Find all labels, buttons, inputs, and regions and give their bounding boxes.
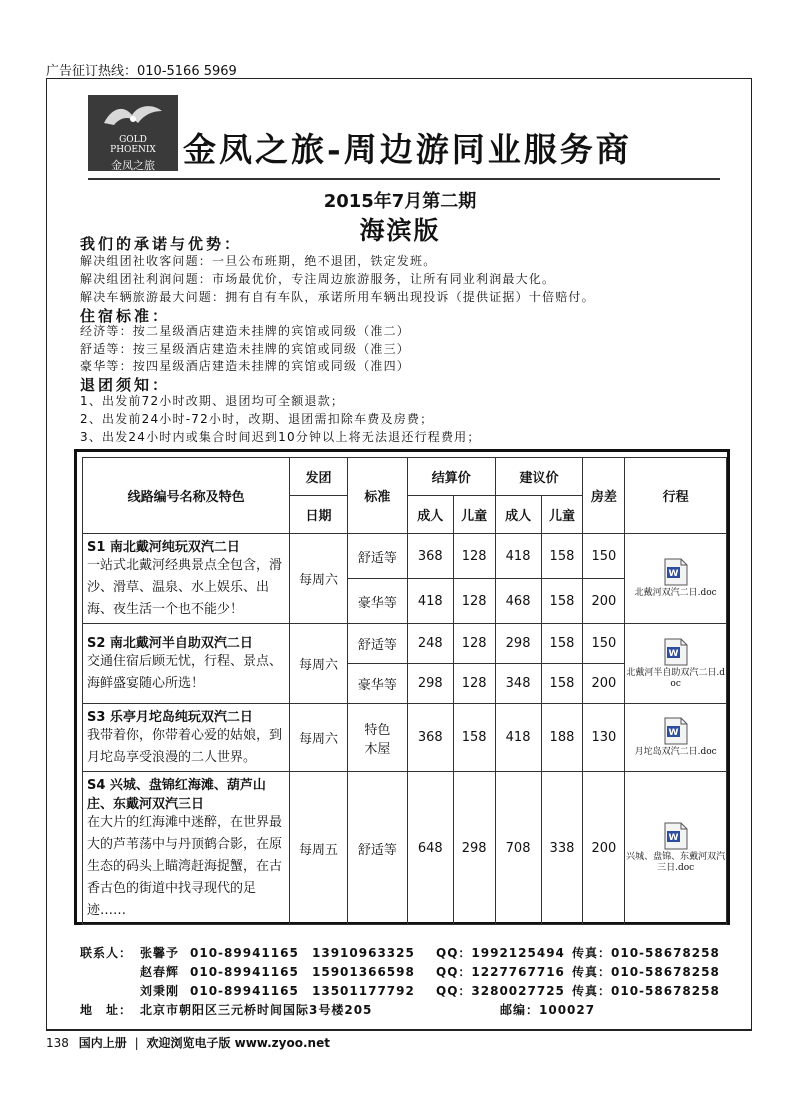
suggest-child: 338 [541,772,583,925]
route-desc: 一站式北戴河经典景点全包含，滑沙、滑草、温泉、水上娱乐、出海、夜生活一个也不能少！ [87,558,283,617]
logo-text-cn: 金凤之旅 [111,159,155,172]
header-depart-2: 日期 [290,496,348,534]
itinerary-doc[interactable] [625,772,727,925]
refund-line: 1、出发前72小时改期、退团均可全额退款； [80,394,345,408]
depart-date: 每周六 [290,534,348,624]
settle-child: 128 [453,534,495,579]
route-cell [83,534,290,624]
logo-text-gold: GOLD [119,135,147,145]
route-desc: 在大片的红海滩中迷醉，在世界最大的芦苇荡中与丹顶鹤合影，在原生态的码头上瞄湾赶海捉蟹，在古香古色的街道中找寻现代的足迹…… [87,815,283,918]
itinerary-doc[interactable] [625,704,727,772]
settle-child: 128 [453,624,495,664]
itinerary-doc[interactable] [625,624,727,704]
logo [88,95,178,171]
header-route: 线路编号名称及特色 [83,458,290,534]
doc-filename[interactable]: 北戴河双汽二日.doc [634,588,717,598]
word-doc-icon[interactable] [663,558,689,586]
standard-cell: 舒适等 [347,624,407,664]
header-divider [88,178,720,180]
section-name: 国内上册 [78,1036,127,1050]
refund-line: 3、出发24小时内或集合时间迟到10分钟以上将无法退还行程费用； [80,430,481,444]
doc-filename[interactable]: 北戴河半自助双汽二日.doc [626,667,725,689]
table-row [83,534,727,579]
route-cell [83,704,290,772]
depart-date: 每周五 [290,772,348,925]
standard-cell: 舒适等 [347,772,407,925]
settle-adult: 418 [407,579,453,624]
itinerary-doc[interactable] [625,534,727,624]
contact-name: 赵春辉 [140,965,180,979]
settle-adult: 248 [407,624,453,664]
header-settle-price: 结算价 [407,458,495,496]
edition-title: 海滨版 [359,216,441,245]
contact-fax: 传真：010-58678258 [572,946,720,960]
promises-title: 我们的承诺与优势： [80,235,243,253]
depart-date: 每周六 [290,624,348,704]
header-standard: 标准 [347,458,407,534]
word-doc-icon[interactable] [663,717,689,745]
route-table-frame [74,449,730,925]
suggest-adult: 708 [495,772,541,925]
standard-cell: 豪华等 [347,579,407,624]
room-diff: 150 [583,624,625,664]
header-settle-child: 儿童 [453,496,495,534]
settle-adult: 368 [407,704,453,772]
suggest-adult: 298 [495,624,541,664]
contacts-label: 联系人： [80,946,133,960]
contact-mobile: 13910963325 [312,946,415,960]
contact-phone: 010-89941165 [190,984,299,998]
contact-name: 张馨予 [140,946,180,960]
route-name: S1 南北戴河纯玩双汽二日 [87,540,240,555]
suggest-child: 158 [541,624,583,664]
settle-adult: 648 [407,772,453,925]
route-table [82,457,727,925]
footer: 138 国内上册 | 欢迎浏览电子版 www.zyoo.net [46,1036,330,1050]
route-name: S4 兴城、盘锦红海滩、葫芦山庄、东戴河双汽三日 [87,778,266,812]
svg-text:W: W [668,833,679,843]
address: 北京市朝阳区三元桥时间国际3号楼205 [140,1003,373,1017]
suggest-child: 158 [541,579,583,624]
lodging-line: 舒适等：按三星级酒店建造未挂牌的宾馆或同级（准三） [80,342,411,356]
header-suggest-child: 儿童 [541,496,583,534]
contact-mobile: 15901366598 [312,965,415,979]
header-depart-1: 发团 [290,458,348,496]
route-name: S2 南北戴河半自助双汽二日 [87,636,253,651]
lodging-line: 豪华等：按四星级酒店建造未挂牌的宾馆或同级（准四） [80,359,411,373]
settle-child: 128 [453,664,495,704]
room-diff: 130 [583,704,625,772]
settle-child: 158 [453,704,495,772]
refund-line: 2、出发前24小时-72小时，改期、退团需扣除车费及房费； [80,412,434,426]
contact-name: 刘秉刚 [140,984,180,998]
suggest-adult: 418 [495,704,541,772]
postcode: 邮编：100027 [500,1003,596,1017]
promise-line: 解决组团社利润问题：市场最优价，专注周边旅游服务，让所有同业利润最大化。 [80,272,556,286]
suggest-child: 158 [541,664,583,704]
suggest-adult: 468 [495,579,541,624]
issue-title: 2015年7月第二期 [323,191,477,212]
room-diff: 200 [583,579,625,624]
refund-title: 退团须知： [80,376,171,394]
depart-date: 每周六 [290,704,348,772]
settle-child: 298 [453,772,495,925]
settle-child: 128 [453,579,495,624]
standard-cell: 豪华等 [347,664,407,704]
svg-text:W: W [668,728,679,738]
contact-phone: 010-89941165 [190,965,299,979]
table-row [83,624,727,664]
lodging-line: 经济等：按二星级酒店建造未挂牌的宾馆或同级（准二） [80,324,411,338]
phoenix-logo-icon [98,101,168,131]
route-desc: 交通住宿后顾无忧，行程、景点、海鲜盛宴随心所选！ [87,654,283,691]
route-cell [83,624,290,704]
route-cell [83,772,290,925]
header-itinerary: 行程 [625,458,727,534]
settle-adult: 298 [407,664,453,704]
contact-qq: QQ：1227767716 [436,965,565,979]
word-doc-icon[interactable] [663,822,689,850]
suggest-adult: 348 [495,664,541,704]
footer-divider [46,1030,752,1031]
ad-hotline: 广告征订热线：010-5166 5969 [46,64,237,79]
lodging-title: 住宿标准： [80,307,171,325]
route-name: S3 乐亭月坨岛纯玩双汽二日 [87,710,253,725]
standard-cell: 特色木屋 [347,704,407,772]
contact-qq: QQ：3280027725 [436,984,565,998]
suggest-child: 188 [541,704,583,772]
promise-line: 解决车辆旅游最大问题：拥有自有车队，承诺所用车辆出现投诉（提供证据）十倍赔付。 [80,290,595,304]
room-diff: 200 [583,772,625,925]
route-desc: 我带着你，你带着心爱的姑娘，到月坨岛享受浪漫的二人世界。 [87,728,283,765]
promo-text[interactable]: 欢迎浏览电子版 www.zyoo.net [146,1036,330,1050]
header-suggest-price: 建议价 [495,458,583,496]
promise-line: 解决组团社收客问题：一旦公布班期，绝不退团，铁定发班。 [80,254,437,268]
logo-text-phoenix: PHOENIX [110,145,156,155]
svg-text:W: W [668,569,679,579]
suggest-child: 158 [541,534,583,579]
address-label: 地 址： [80,1003,133,1017]
contact-phone: 010-89941165 [190,946,299,960]
doc-filename[interactable]: 月坨岛双汽二日.doc [634,747,717,757]
room-diff: 150 [583,534,625,579]
svg-text:W: W [668,648,679,659]
room-diff: 200 [583,664,625,704]
doc-filename[interactable]: 兴城、盘锦、东戴河双汽三日.doc [626,852,726,873]
word-doc-icon[interactable] [663,638,689,666]
header-suggest-adult: 成人 [495,496,541,534]
table-row [83,704,727,772]
standard-cell: 舒适等 [347,534,407,579]
contact-fax: 传真：010-58678258 [572,984,720,998]
header-settle-adult: 成人 [407,496,453,534]
table-row [83,772,727,925]
contact-mobile: 13501177792 [312,984,415,998]
page-number: 138 [46,1036,69,1050]
header-room-diff: 房差 [583,458,625,534]
settle-adult: 368 [407,534,453,579]
slogan: 金凤之旅-周边游同业服务商 [183,130,632,169]
contact-fax: 传真：010-58678258 [572,965,720,979]
contact-qq: QQ：1992125494 [436,946,565,960]
suggest-adult: 418 [495,534,541,579]
